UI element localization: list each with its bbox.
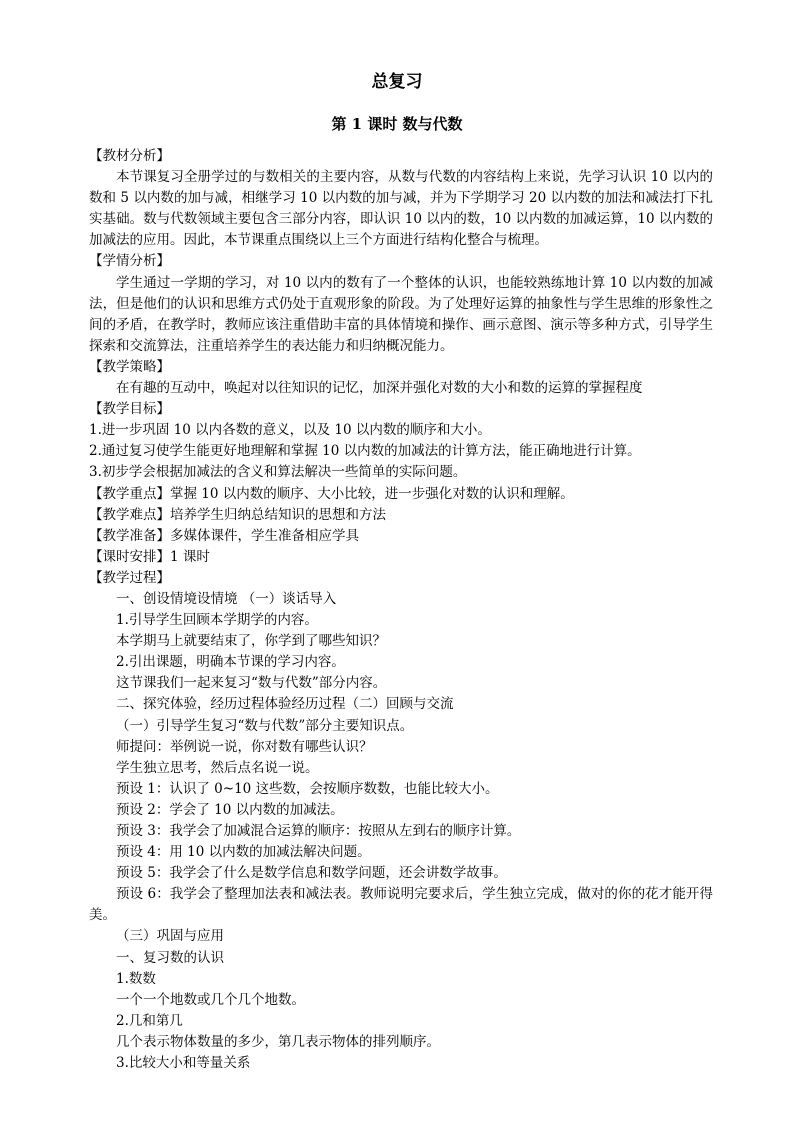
textbook-analysis-paragraph: 本节课复习全册学过的与数相关的主要内容，从数与代数的内容结构上来说，先学习认识 10 以内的数和 5 以内数的加与减，相继学习 10 以内数的加与减，并为下学期学习 20 以内数的加法和减法打下扎实基础。数与代数领域主要包含三部分内容，即认识 10 以内的数，10 以内数的加减运算，10 以内数的加减法的应用。因此，本节课重点围绕以上三个方面进行结构化整合与梳理。: [89, 169, 713, 249]
teaching-difficulty: 【教学难点】培养学生归纳总结知识的思想和方法: [89, 506, 386, 523]
section-heading-teaching-process: 【教学过程】: [89, 569, 170, 586]
process-line: 预设 1：认识了 0~10 这些数，会按顺序数数，也能比较大小。: [116, 780, 499, 797]
teaching-strategy-text: 在有趣的互动中，唤起对以往知识的记忆，加深并强化对数的大小和数的运算的掌握程度: [116, 380, 643, 397]
process-line: 2.引出课题，明确本节课的学习内容。: [116, 654, 345, 671]
section-heading-teaching-strategy: 【教学策略】: [89, 358, 170, 375]
lesson-subtitle: 第 1 课时 数与代数: [331, 115, 463, 133]
learner-analysis-paragraph: 学生通过一学期的学习，对 10 以内的数有了一个整体的认识，也能较熟练地计算 10 以内数的加减法，但是他们的认识和思维方式仍处于直观形象的阶段。为了处理好运算的抽象性与学生思维的形象性之间的矛盾，在教学时，教师应该注重借助丰富的具体情境和操作、画示意图、演示等多种方式，引导学生探索和交流算法，注重培养学生的表达能力和归纳概况能力。: [89, 274, 713, 354]
process-line: 预设 4：用 10 以内数的加减法解决问题。: [116, 844, 371, 861]
consolidation-list: [89, 926, 713, 1074]
teaching-goal-3: 3.初步学会根据加减法的含义和算法解决一些简单的实际问题。: [89, 464, 467, 481]
document-body: [89, 146, 713, 1074]
process-line: 这节课我们一起来复习“数与代数”部分内容。: [116, 675, 387, 692]
consolidation-line: 2.几和第几: [116, 1012, 183, 1029]
consolidation-line: 一个一个地数或几个几个地数。: [116, 991, 305, 1008]
consolidation-line: 1.数数: [116, 970, 156, 987]
process-line: 师提问：举例说一说，你对数有哪些认识？: [116, 738, 373, 755]
document-title: 总复习: [371, 72, 423, 92]
section-heading-learner-analysis: 【学情分析】: [89, 253, 170, 270]
lesson-schedule: 【课时安排】1 课时: [89, 548, 210, 565]
process-line: 预设 5：我学会了什么是数学信息和数学问题，还会讲数学故事。: [116, 865, 507, 882]
consolidation-line: 一、复习数的认识: [116, 949, 224, 966]
teaching-process-list: [89, 589, 713, 884]
consolidation-line: 3.比较大小和等量关系: [116, 1055, 251, 1072]
section-heading-teaching-goals: 【教学目标】: [89, 401, 170, 418]
consolidation-line: 几个表示物体数量的多少，第几表示物体的排列顺序。: [116, 1033, 440, 1050]
section-heading-textbook-analysis: 【教材分析】: [89, 148, 170, 164]
preset-6-paragraph: 预设 6：我学会了整理加法表和减法表。教师说明完要求后，学生独立完成，做对的你的花才能开得美。: [89, 886, 713, 924]
teaching-goal-2: 2.通过复习使学生能更好地理解和掌握 10 以内数的加减法的计算方法，能正确地进行计算。: [89, 443, 641, 460]
process-line: 一、创设情境设情境 （一）谈话导入: [116, 590, 337, 607]
process-line: 本学期马上就要结束了，你学到了哪些知识？: [116, 633, 386, 650]
process-line: （一）引导学生复习“数与代数”部分主要知识点。: [116, 717, 414, 734]
process-line: 二、探究体验，经历过程体验经历过程（二）回顾与交流: [116, 696, 454, 713]
teaching-key-point: 【教学重点】掌握 10 以内数的顺序、大小比较，进一步强化对数的认识和理解。: [89, 485, 574, 502]
teaching-goal-1: 1.进一步巩固 10 以内各数的意义，以及 10 以内数的顺序和大小。: [89, 422, 491, 439]
process-line: 预设 2：学会了 10 以内数的加减法。: [116, 801, 344, 818]
process-line: 学生独立思考，然后点名说一说。: [116, 759, 319, 776]
process-line: 预设 3：我学会了加减混合运算的顺序：按照从左到右的顺序计算。: [116, 823, 521, 839]
consolidation-line: （三）巩固与应用: [116, 928, 224, 945]
process-line: 1.引导学生回顾本学期学的内容。: [116, 612, 318, 629]
teaching-preparation: 【教学准备】多媒体课件，学生准备相应学具: [89, 527, 359, 544]
